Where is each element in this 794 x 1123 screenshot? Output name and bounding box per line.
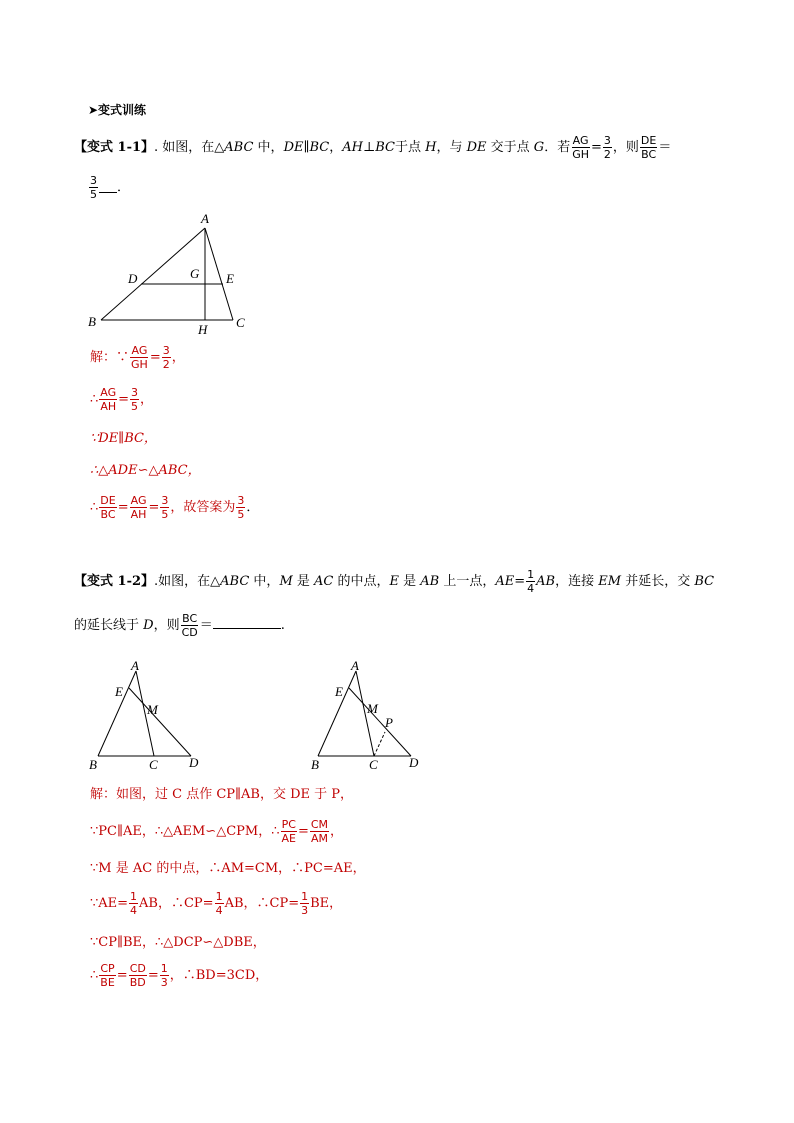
solution1-line5 bbox=[90, 494, 259, 521]
answer-blank[interactable] bbox=[213, 616, 281, 629]
solution1-line3: ∵DE∥BC， bbox=[90, 431, 157, 446]
fraction-denominator: AM bbox=[310, 832, 328, 845]
fraction-numerator: 1 bbox=[130, 890, 138, 903]
fraction bbox=[300, 890, 309, 917]
segment-ed bbox=[129, 688, 191, 756]
fraction-denominator: AH bbox=[100, 400, 117, 413]
label-a: A bbox=[131, 658, 139, 673]
problem2-text: 是 bbox=[292, 574, 315, 589]
fraction bbox=[129, 890, 138, 917]
fraction bbox=[280, 818, 296, 845]
figure-1-triangle bbox=[85, 210, 255, 340]
fraction-numerator: AG bbox=[130, 494, 147, 507]
fraction bbox=[130, 386, 139, 413]
solution-text: AB，∴CP= bbox=[224, 896, 300, 911]
fraction-denominator: 5 bbox=[90, 188, 97, 201]
solution-text: ∴ bbox=[90, 968, 99, 983]
label-e: E bbox=[115, 684, 123, 699]
problem1-de: DE bbox=[466, 140, 487, 155]
problem1-text: . 如图，在△ bbox=[154, 140, 225, 155]
fraction bbox=[99, 962, 116, 989]
equals-sign: = bbox=[148, 500, 160, 515]
label-e: E bbox=[226, 271, 234, 286]
label-m: M bbox=[147, 702, 158, 717]
fraction-denominator: BE bbox=[100, 976, 115, 989]
fraction-denominator: 4 bbox=[527, 582, 535, 595]
fraction-denominator: 5 bbox=[131, 400, 139, 413]
answer-underline bbox=[99, 182, 117, 193]
problem2-em: EM bbox=[598, 574, 622, 589]
fraction bbox=[640, 134, 657, 161]
problem2-text: 中， bbox=[249, 574, 280, 589]
label-b: B bbox=[88, 314, 96, 329]
solution-text: ∵AE= bbox=[90, 896, 129, 911]
solution2-line6 bbox=[90, 962, 268, 989]
fraction-numerator: AG bbox=[100, 386, 117, 399]
label-g: G bbox=[190, 266, 200, 281]
solution2-line4 bbox=[90, 890, 342, 917]
fraction-numerator: DE bbox=[100, 494, 116, 507]
fraction bbox=[130, 344, 149, 371]
fraction bbox=[236, 494, 245, 521]
label-e: E bbox=[335, 684, 343, 699]
segment-ed bbox=[349, 688, 411, 756]
label-a: A bbox=[351, 658, 359, 673]
problem2-d: D bbox=[143, 618, 154, 633]
problem1-de: DE bbox=[283, 140, 304, 155]
problem2-m: M bbox=[279, 574, 293, 589]
equals-sign: ＝ bbox=[658, 140, 672, 155]
solution1-line1 bbox=[90, 344, 185, 371]
fraction-denominator: GH bbox=[131, 358, 148, 371]
solution2-line3: ∵M 是 AC 的中点，∴AM=CM，∴PC=AE， bbox=[90, 861, 366, 876]
problem1-text: 中， bbox=[253, 140, 284, 155]
equals-sign: = bbox=[118, 392, 130, 407]
perpendicular-symbol: ⊥ bbox=[363, 140, 376, 155]
fraction bbox=[160, 494, 169, 521]
fraction-numerator: CM bbox=[310, 818, 329, 831]
problem2-e: E bbox=[389, 574, 399, 589]
fraction-numerator: 3 bbox=[162, 344, 170, 357]
fraction-numerator: PC bbox=[281, 818, 296, 831]
problem2-text: ，则 bbox=[153, 618, 180, 633]
solution-text: ， bbox=[140, 392, 154, 407]
solution1-line2 bbox=[90, 386, 153, 413]
fraction bbox=[99, 386, 117, 413]
problem2-ab: AB bbox=[420, 574, 440, 589]
fraction bbox=[130, 494, 148, 521]
label-d: D bbox=[409, 755, 419, 770]
problem1-ah: AH bbox=[342, 140, 363, 155]
problem2-text: 上一点， bbox=[439, 574, 496, 589]
problem2-text: 的中点， bbox=[333, 574, 390, 589]
fraction-numerator: 3 bbox=[161, 494, 169, 507]
fraction-numerator: DE bbox=[640, 134, 657, 147]
label-p: P bbox=[385, 715, 393, 730]
fraction-denominator: GH bbox=[572, 148, 589, 161]
fraction-numerator: CP bbox=[100, 962, 115, 975]
fraction bbox=[310, 818, 329, 845]
problem1-text: ．若 bbox=[544, 140, 571, 155]
figure-2b-triangle bbox=[305, 655, 435, 775]
section-heading: ➤变式训练 bbox=[88, 103, 147, 117]
solution2-line5: ∵CP∥BE，∴△DCP∽△DBE， bbox=[90, 935, 266, 950]
fraction-numerator: 1 bbox=[301, 890, 309, 903]
answer-fraction bbox=[89, 174, 98, 201]
fraction-numerator: 3 bbox=[237, 494, 245, 507]
fraction bbox=[526, 568, 535, 595]
label-c: C bbox=[369, 757, 378, 772]
label-a: A bbox=[201, 211, 209, 226]
label-b: B bbox=[89, 757, 97, 772]
fraction-denominator: AH bbox=[130, 508, 147, 521]
problem1-text: ， bbox=[329, 140, 343, 155]
solution-text: AB，∴CP= bbox=[139, 896, 214, 911]
solution2-line2 bbox=[90, 818, 343, 845]
label-c: C bbox=[149, 757, 158, 772]
problem1-text: ，与 bbox=[436, 140, 467, 155]
solution-text: ∴ bbox=[90, 500, 99, 515]
fraction-numerator: AG bbox=[131, 344, 148, 357]
solution-text: ∴ bbox=[90, 392, 99, 407]
fraction bbox=[129, 962, 147, 989]
segment-cp-dashed bbox=[374, 732, 385, 756]
equals-sign: = bbox=[149, 350, 161, 365]
solution-text: 解：∵ bbox=[90, 350, 130, 365]
problem2-text: 的延长线于 bbox=[74, 618, 144, 633]
equals-sign: = bbox=[117, 500, 129, 515]
problem2-text: ，连接 bbox=[555, 574, 599, 589]
problem2-statement bbox=[74, 568, 714, 595]
solution1-line4: ∴△ADE∽△ABC， bbox=[90, 463, 201, 478]
fraction-denominator: 3 bbox=[160, 976, 168, 989]
equals-sign: = bbox=[147, 968, 159, 983]
problem1-statement bbox=[74, 134, 671, 161]
fraction bbox=[160, 962, 169, 989]
solution2-line1: 解：如图，过 C 点作 CP∥AB，交 DE 于 P， bbox=[90, 787, 354, 802]
equals-sign: = bbox=[116, 968, 128, 983]
problem1-h: H bbox=[425, 140, 437, 155]
equals-sign: = bbox=[514, 574, 526, 589]
fraction-numerator: AG bbox=[572, 134, 589, 147]
fraction-denominator: 5 bbox=[237, 508, 245, 521]
fraction-numerator: CD bbox=[129, 962, 146, 975]
problem1-text: 于点 bbox=[394, 140, 426, 155]
equals-sign: = bbox=[297, 824, 309, 839]
fraction-denominator: 2 bbox=[162, 358, 170, 371]
fraction-numerator: 3 bbox=[603, 134, 611, 147]
fraction-denominator: 3 bbox=[301, 904, 309, 917]
label-b: B bbox=[311, 757, 319, 772]
fraction-denominator: CD bbox=[181, 626, 198, 639]
problem2-statement-line2 bbox=[74, 612, 285, 639]
equals-sign: ＝ bbox=[199, 618, 213, 633]
problem1-text: 交于点 bbox=[486, 140, 534, 155]
solution-text: ， bbox=[330, 824, 344, 839]
problem2-ae: AE bbox=[495, 574, 515, 589]
fraction bbox=[603, 134, 612, 161]
parallel-symbol: ∥ bbox=[303, 140, 310, 155]
fraction-denominator: 4 bbox=[130, 904, 138, 917]
fraction-numerator: 1 bbox=[215, 890, 223, 903]
problem2-text: 是 bbox=[399, 574, 421, 589]
fraction bbox=[162, 344, 171, 371]
problem2-abc: ABC bbox=[220, 574, 250, 589]
fraction-numerator: BC bbox=[182, 612, 198, 625]
problem2-text: . bbox=[280, 618, 285, 633]
fraction-denominator: AE bbox=[281, 832, 296, 845]
problem2-text: .如图，在△ bbox=[154, 574, 221, 589]
fraction bbox=[571, 134, 590, 161]
solution-text: BE， bbox=[310, 896, 343, 911]
solution-text: ． bbox=[246, 500, 260, 515]
fraction bbox=[181, 612, 199, 639]
problem2-ab: AB bbox=[536, 574, 556, 589]
label-h: H bbox=[198, 322, 208, 337]
figure-2a-triangle bbox=[85, 655, 215, 775]
label-d: D bbox=[189, 755, 199, 770]
equals-sign: = bbox=[591, 140, 602, 155]
label-c: C bbox=[236, 315, 245, 330]
solution-text: ， bbox=[171, 350, 185, 365]
problem2-text: 并延长，交 bbox=[621, 574, 695, 589]
problem1-bc: BC bbox=[375, 140, 395, 155]
problem1-tag: 【变式 1-1】 bbox=[74, 140, 155, 155]
fraction-numerator: 3 bbox=[90, 174, 97, 187]
problem1-answer-line bbox=[88, 174, 130, 201]
problem2-ac: AC bbox=[314, 574, 334, 589]
problem2-tag: 【变式 1-2】 bbox=[74, 574, 155, 589]
solution-text: ∵PC∥AE，∴△AEM∽△CPM，∴ bbox=[90, 824, 280, 839]
fraction-denominator: 2 bbox=[603, 148, 611, 161]
fraction-numerator: 3 bbox=[131, 386, 139, 399]
solution-text: ，∴BD=3CD， bbox=[169, 968, 269, 983]
fraction-denominator: 5 bbox=[161, 508, 169, 521]
fraction-denominator: BC bbox=[100, 508, 116, 521]
problem1-bc: BC bbox=[309, 140, 330, 155]
problem1-g: G bbox=[533, 140, 545, 155]
fraction bbox=[99, 494, 116, 521]
problem1-text: ． bbox=[117, 180, 131, 195]
problem1-text: ，则 bbox=[612, 140, 639, 155]
fraction-denominator: BD bbox=[129, 976, 146, 989]
problem1-abc: ABC bbox=[224, 140, 254, 155]
fraction bbox=[215, 890, 224, 917]
fraction-numerator: 1 bbox=[160, 962, 168, 975]
solution-text: ，故答案为 bbox=[170, 500, 236, 515]
fraction-denominator: BC bbox=[641, 148, 657, 161]
label-m: M bbox=[367, 701, 378, 716]
fraction-denominator: 4 bbox=[215, 904, 223, 917]
fraction-numerator: 1 bbox=[527, 568, 535, 581]
label-d: D bbox=[128, 271, 138, 286]
problem2-bc: BC bbox=[694, 574, 715, 589]
